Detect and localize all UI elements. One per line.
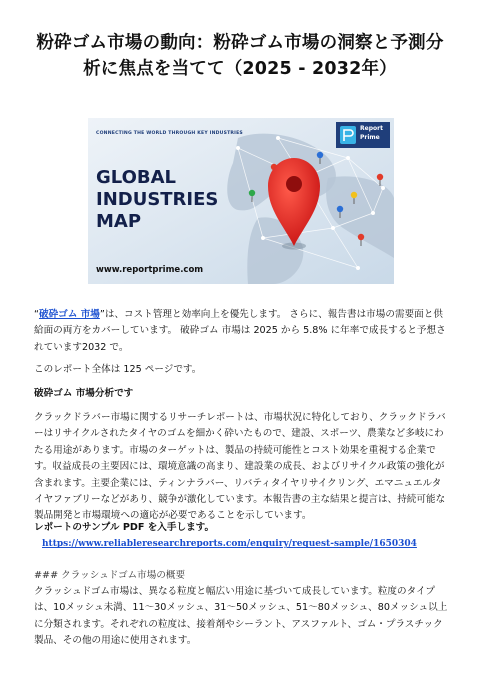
analysis-heading: 破砕ゴム 市場分析です [34, 388, 134, 399]
hero-url: www.reportprime.com [96, 265, 204, 275]
hero-tagline: CONNECTING THE WORLD THROUGH KEY INDUSTRIES [96, 131, 243, 136]
intro-open-quote: “ [34, 309, 39, 320]
logo-text-prime: Prime [360, 134, 380, 141]
hero-heading-line2: INDUSTRIES [96, 189, 219, 210]
logo-text-report: Report [360, 125, 383, 132]
hero-banner-image [88, 118, 394, 284]
analysis-paragraph: クラックドラバー市場に関するリサーチレポートは、市場状況に特化しており、クラックドラバーはリサイクルされたタイヤのゴムを細かく砕いたもので、建設、スポーツ、農業など多岐にわたる用途があります。市場のターゲットは、製品の持続可能性とコスト効果を重視する企業です。収益成長の主要因には、環境意識の高まり、建設業の成長、およびリサイクル政策の強化が含まれます。主要企業には、ティンナラバー、リバティタイヤリサイクリング、エマニュエルタイヤファブリーなどがあり、競争が激化しています。本報告書の主な結果と提言は、持続可能な製品開発と市場環境への適応が必要であることを示しています。 [34, 412, 446, 522]
intro-paragraph [34, 307, 448, 356]
market-link[interactable]: 破砕ゴム 市場 [38, 309, 100, 320]
hero-heading-line3: MAP [96, 211, 142, 232]
page-count-note: このレポート全体は 125 ページです。 [34, 364, 202, 375]
overview-heading: ### クラッシュドゴム市場の概要 [34, 570, 186, 581]
sample-label: レポートのサンプル PDF を入手します。 [34, 522, 215, 533]
sample-request [34, 520, 448, 553]
overview-paragraph: クラッシュドゴム市場は、異なる粒度と幅広い用途に基づいて成長しています。粒度のタイプは、10メッシュ未満、11〜30メッシュ、31〜50メッシュ、51〜80メッシュ、80メッシュ以上に分類されます。それぞれの粒度は、接着剤やシーラント、アスファルト、ゴム・プラスチック製品、その他の用途に使用されます。 [34, 586, 448, 647]
page-title: 粉砕ゴム市場の動向：粉砕ゴム市場の洞察と予測分析に焦点を当てて（2025 - 2032年） [36, 33, 444, 79]
intro-text: ”は、コスト管理と効率向上を優先します。 さらに、報告書は市場の需要面と供給面の両方をカバーしています。 破砕ゴム 市場は 2025 から 5.8% に年率で成長すると予想されています2032 で。 [34, 309, 446, 353]
sample-link[interactable]: https://www.reliableresearchreports.com/enquiry/request-sample/1650304 [42, 539, 417, 550]
hero-heading-line1: GLOBAL [96, 167, 177, 188]
